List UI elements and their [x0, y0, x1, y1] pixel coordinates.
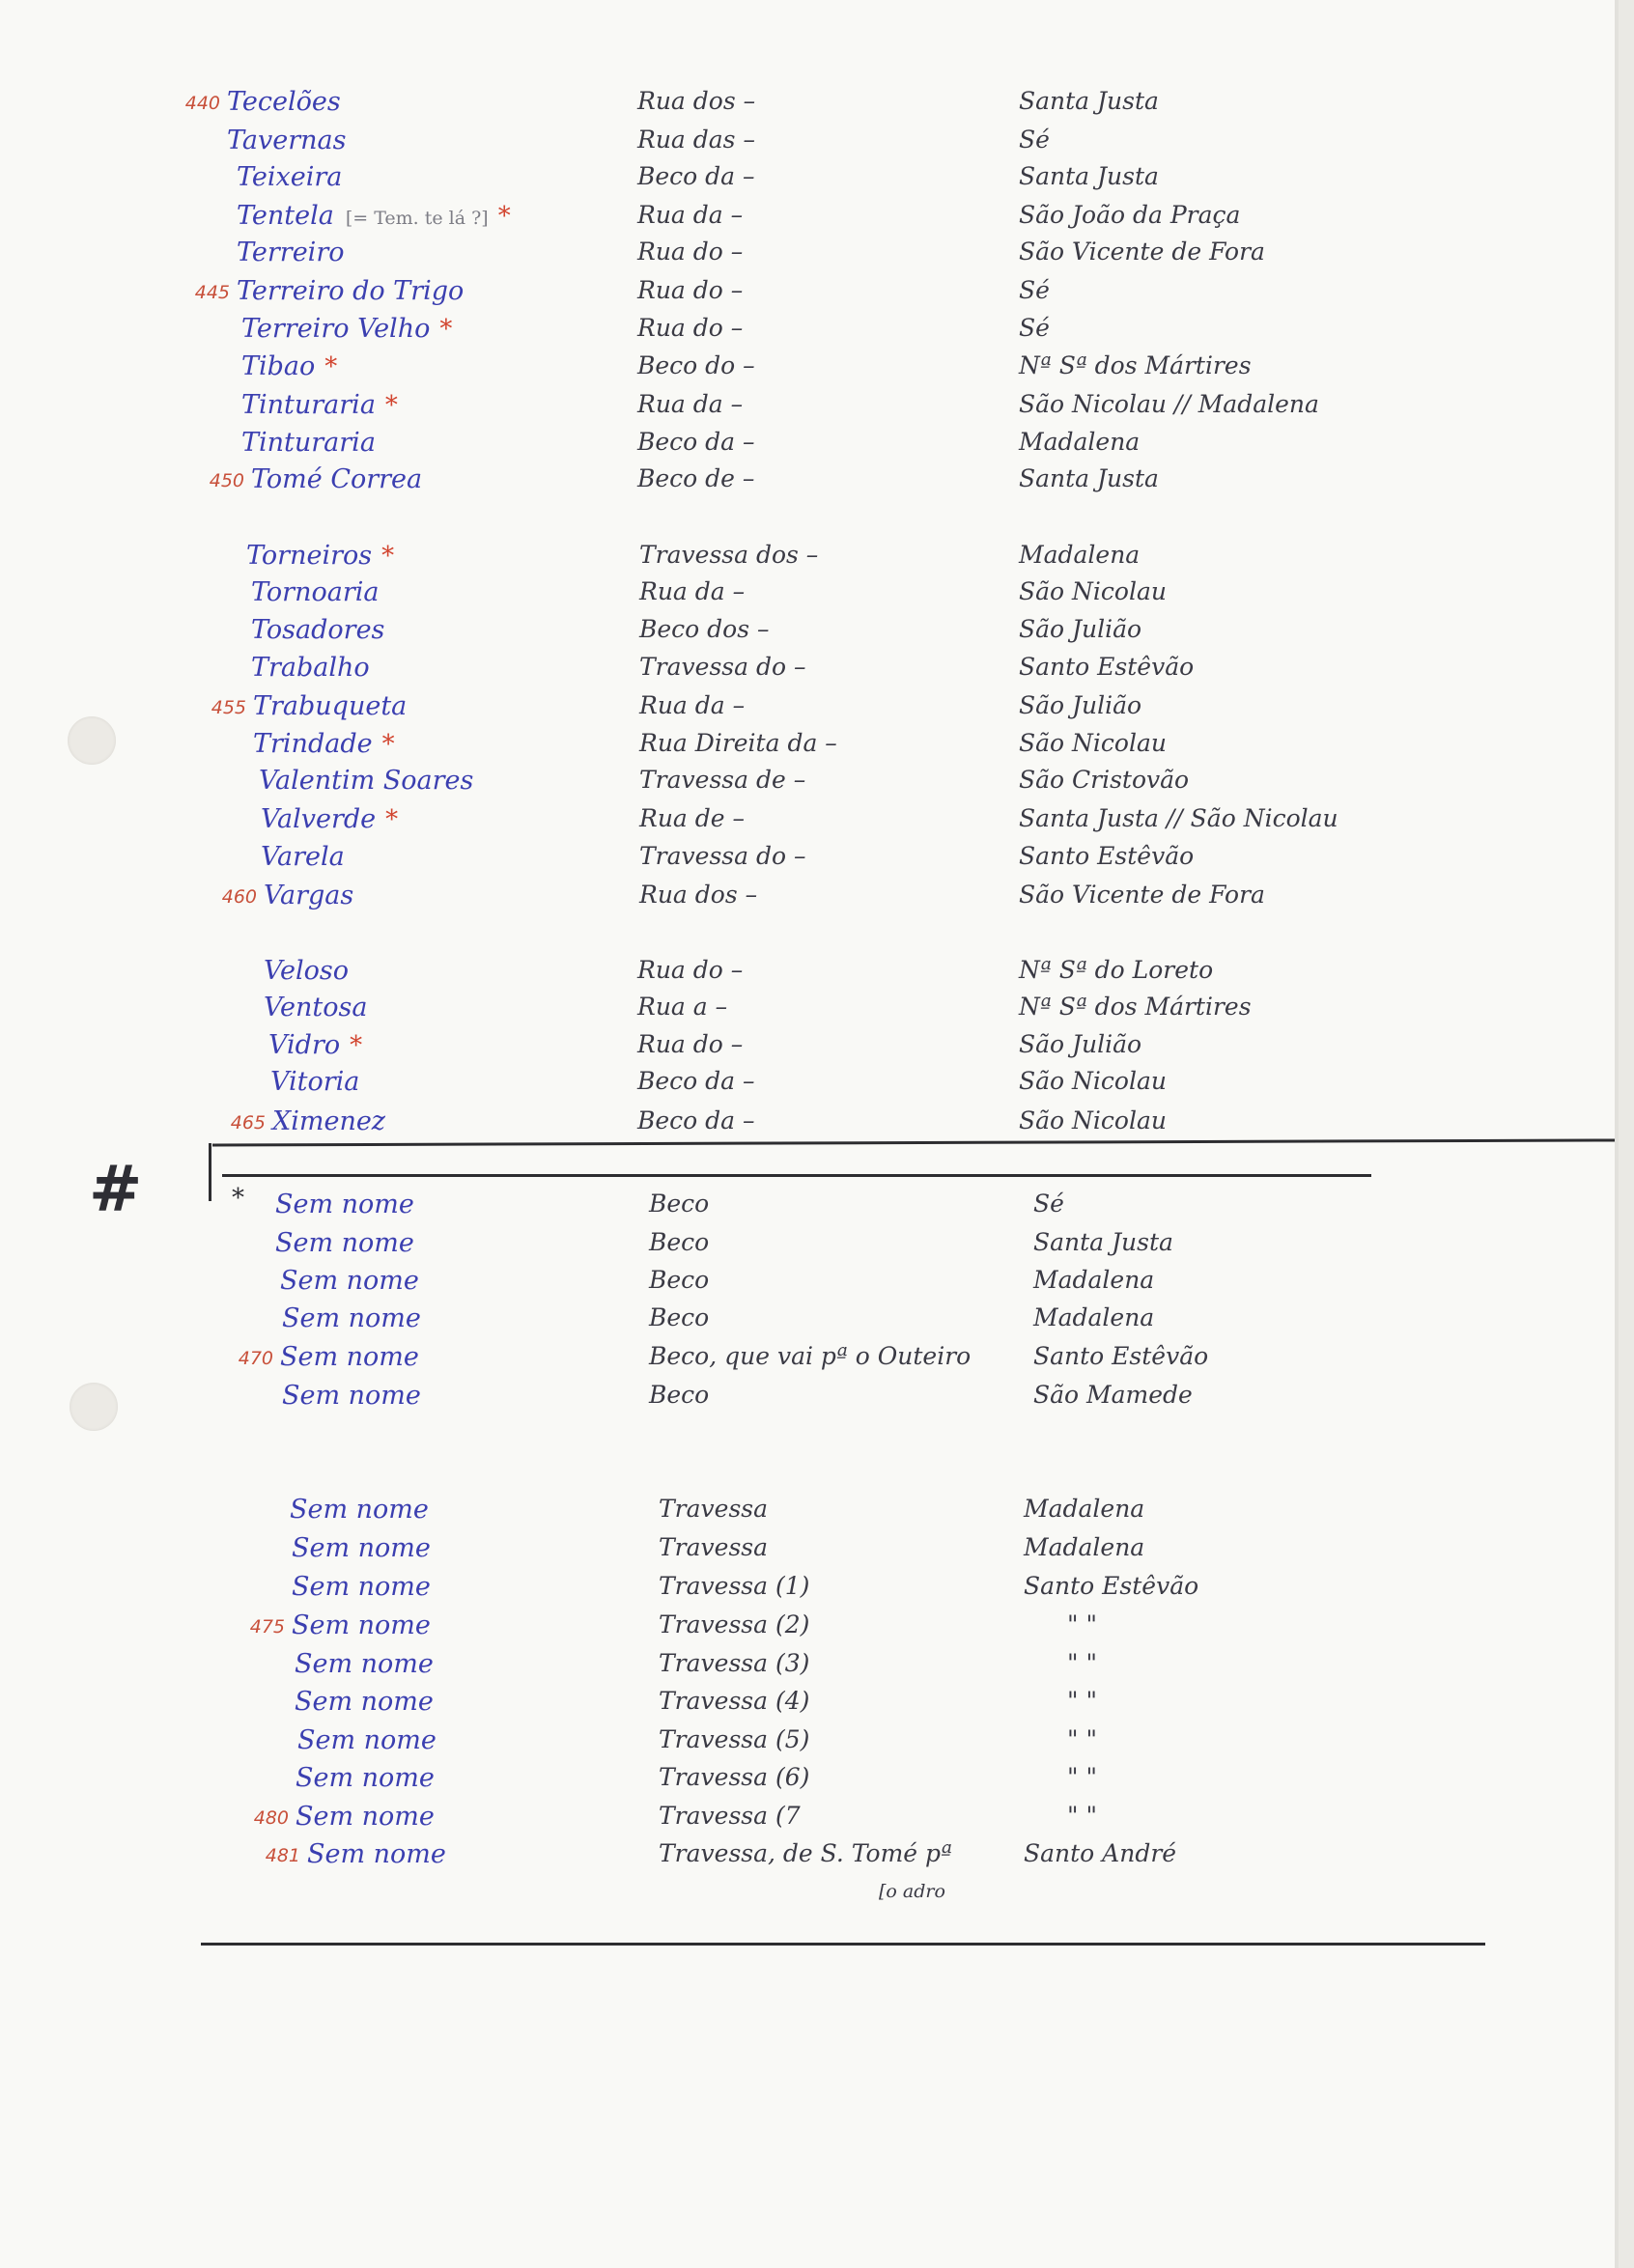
- list-item: [0, 1381, 1545, 1417]
- street-name: [282, 1303, 421, 1333]
- parish-name: Santa Justa // São Nicolau: [1019, 804, 1338, 832]
- street-type: Beco, que vai pª o Outeiro: [649, 1342, 972, 1370]
- parish-name: Madalena: [1019, 428, 1141, 456]
- street-name-text: Trabalho: [251, 653, 370, 683]
- parish-name: " ": [1067, 1725, 1097, 1753]
- list-item: [0, 87, 1545, 124]
- street-name-text: Tecelões: [227, 87, 341, 117]
- street-name: [272, 1106, 385, 1136]
- street-name-text: Sem nome: [280, 1342, 419, 1372]
- street-type: Travessa de –: [639, 766, 806, 794]
- list-item: [0, 1106, 1545, 1143]
- street-name: [237, 238, 344, 267]
- street-name-text: Sem nome: [295, 1687, 434, 1717]
- street-type: Rua do –: [637, 314, 744, 342]
- street-name-text: Sem nome: [295, 1649, 434, 1679]
- street-name: [246, 541, 394, 571]
- parish-name: Nª Sª do Loreto: [1019, 956, 1214, 984]
- street-name-text: Sem nome: [292, 1610, 431, 1640]
- parish-name: Sé: [1019, 276, 1050, 304]
- list-item: [0, 1266, 1545, 1302]
- street-type: Rua dos –: [639, 881, 758, 909]
- parish-name: Santa Justa: [1019, 87, 1159, 115]
- street-name-text: Vitoria: [270, 1067, 360, 1097]
- street-name: [275, 1228, 414, 1258]
- parish-name: " ": [1067, 1649, 1097, 1677]
- list-item: [0, 1342, 1545, 1379]
- entry-number: 475: [249, 1616, 285, 1638]
- street-name: [268, 1030, 362, 1060]
- parish-name: São Nicolau: [1019, 1067, 1167, 1095]
- street-name: [241, 390, 398, 420]
- street-name: [280, 1342, 419, 1372]
- parish-name: Santo Estêvão: [1024, 1572, 1199, 1600]
- street-type: Travessa do –: [639, 653, 806, 681]
- street-name-text: Teixeira: [237, 162, 343, 192]
- street-type: Rua do –: [637, 956, 744, 984]
- margin-note: [= Tem. te lá ?]: [345, 208, 489, 229]
- street-type: Rua do –: [637, 1030, 744, 1058]
- street-name: [261, 842, 345, 872]
- street-name: [251, 615, 384, 645]
- street-name: [237, 201, 511, 231]
- street-type: Beco: [649, 1228, 710, 1256]
- parish-name: " ": [1067, 1763, 1097, 1791]
- list-item: [0, 1228, 1545, 1265]
- street-type: Travessa: [659, 1533, 769, 1561]
- list-item: [0, 691, 1545, 728]
- parish-name: Santa Justa: [1033, 1228, 1173, 1256]
- street-name-text: Sem nome: [282, 1303, 421, 1333]
- street-name-text: Sem nome: [297, 1725, 437, 1755]
- parish-name: Sé: [1033, 1190, 1064, 1218]
- street-name: [296, 1763, 435, 1793]
- street-name: [296, 1802, 435, 1832]
- parish-name: São Julião: [1019, 691, 1142, 719]
- street-name: [290, 1495, 429, 1525]
- entry-number: 465: [230, 1112, 266, 1134]
- list-item: [0, 1303, 1545, 1340]
- parish-name: " ": [1067, 1802, 1097, 1830]
- street-name: [280, 1266, 419, 1296]
- street-name: [241, 428, 376, 458]
- entry-number: 460: [221, 886, 257, 908]
- street-name-text: Tavernas: [227, 126, 347, 155]
- street-name-text: Tomé Correa: [251, 464, 423, 494]
- parish-name: Madalena: [1024, 1533, 1145, 1561]
- list-item: [0, 842, 1545, 879]
- street-name-text: Tinturaria: [241, 428, 376, 458]
- parish-name: Santa Justa: [1019, 162, 1159, 190]
- parish-name: Madalena: [1033, 1303, 1155, 1331]
- parish-name: Sé: [1019, 126, 1050, 154]
- type-subnote: [o adro: [879, 1881, 945, 1902]
- street-name-text: Sem nome: [280, 1266, 419, 1296]
- street-name: [251, 577, 379, 607]
- list-item: [0, 993, 1545, 1029]
- list-item: [0, 615, 1545, 652]
- street-type: Travessa do –: [639, 842, 806, 870]
- list-item: [0, 956, 1545, 993]
- street-name-text: Trabuqueta: [253, 691, 408, 721]
- street-name: [264, 993, 367, 1022]
- street-type: Beco da –: [637, 162, 755, 190]
- parish-name: Madalena: [1024, 1495, 1145, 1523]
- list-item: [0, 1839, 1545, 1876]
- list-item: [0, 1533, 1545, 1570]
- street-name-text: Tosadores: [251, 615, 385, 645]
- street-name: [295, 1687, 434, 1717]
- parish-name: São Nicolau: [1019, 1106, 1167, 1134]
- asterisk-mark: *: [439, 315, 453, 344]
- asterisk-mark: *: [232, 1184, 244, 1213]
- list-item: [0, 1763, 1545, 1800]
- street-name-text: Sem nome: [307, 1839, 446, 1869]
- list-item: [0, 1725, 1545, 1762]
- parish-name: São Cristovão: [1019, 766, 1190, 794]
- section-mark: #: [89, 1152, 143, 1226]
- street-name-text: Vidro: [268, 1030, 341, 1060]
- street-type: Rua da –: [639, 691, 746, 719]
- street-name-text: Valverde: [261, 804, 377, 834]
- street-name-text: Tinturaria: [241, 390, 376, 420]
- street-name: [259, 766, 473, 796]
- street-type: Rua a –: [637, 993, 728, 1021]
- entry-number: 440: [184, 93, 220, 114]
- street-name-text: Sem nome: [275, 1228, 414, 1258]
- street-name-text: Trindade: [253, 729, 373, 759]
- street-name-text: Sem nome: [275, 1190, 414, 1219]
- street-name: [264, 956, 349, 986]
- street-type: Travessa: [659, 1495, 769, 1523]
- list-item: [0, 201, 1545, 238]
- parish-name: São Nicolau: [1019, 729, 1167, 757]
- street-name: [227, 87, 341, 117]
- list-item: [0, 1610, 1545, 1647]
- parish-name: Santo André: [1024, 1839, 1177, 1867]
- street-name: [253, 691, 407, 721]
- street-name: [297, 1725, 437, 1755]
- list-item: [0, 1687, 1545, 1723]
- parish-name: São Julião: [1019, 615, 1142, 643]
- street-name: [282, 1381, 421, 1411]
- parish-name: São Mamede: [1033, 1381, 1193, 1409]
- street-name-text: Tentela: [237, 201, 334, 231]
- street-type: Travessa dos –: [639, 541, 819, 569]
- street-name: [295, 1649, 434, 1679]
- street-name-text: Sem nome: [290, 1495, 429, 1525]
- list-item: [0, 653, 1545, 689]
- list-item: [0, 428, 1545, 464]
- street-name-text: Sem nome: [292, 1572, 431, 1602]
- list-item: [0, 804, 1545, 841]
- section-divider-lower: [222, 1174, 1371, 1177]
- street-name: [237, 162, 342, 192]
- street-type: Beco do –: [637, 351, 755, 379]
- parish-name: São João da Praça: [1019, 201, 1241, 229]
- list-item: [0, 1649, 1545, 1686]
- list-item: [0, 276, 1545, 313]
- entry-number: 450: [209, 470, 244, 491]
- list-item: [0, 729, 1545, 766]
- street-name-text: Sem nome: [296, 1763, 435, 1793]
- list-item: [0, 1067, 1545, 1104]
- asterisk-mark: *: [384, 391, 398, 420]
- list-item: [0, 238, 1545, 274]
- end-rule: [201, 1943, 1485, 1946]
- list-item: [0, 1030, 1545, 1067]
- street-name-text: Sem nome: [282, 1381, 421, 1411]
- parish-name: Madalena: [1019, 541, 1141, 569]
- street-name: [264, 881, 353, 910]
- street-name: [261, 804, 398, 834]
- parish-name: Nª Sª dos Mártires: [1019, 351, 1252, 379]
- entry-number: 455: [211, 697, 246, 718]
- parish-name: São Nicolau // Madalena: [1019, 390, 1319, 418]
- asterisk-mark: *: [381, 730, 395, 759]
- street-name-text: Tibao: [241, 351, 316, 381]
- street-type: Beco: [649, 1381, 710, 1409]
- street-type: Beco: [649, 1190, 710, 1218]
- list-item: [0, 314, 1545, 350]
- list-item: [0, 1572, 1545, 1609]
- street-type: Travessa (3): [659, 1649, 810, 1677]
- street-type: Beco: [649, 1266, 710, 1294]
- street-type: Rua Direita da –: [639, 729, 837, 757]
- street-type: Rua da –: [637, 390, 744, 418]
- street-type: Beco dos –: [639, 615, 770, 643]
- street-name: [292, 1610, 431, 1640]
- street-type: Rua da –: [637, 201, 744, 229]
- entry-number: 445: [194, 282, 230, 303]
- street-name-text: Sem nome: [292, 1533, 431, 1563]
- street-name-text: Tornoaria: [251, 577, 380, 607]
- street-type: Rua das –: [637, 126, 755, 154]
- street-name: [292, 1572, 431, 1602]
- street-type: Rua de –: [639, 804, 746, 832]
- street-name-text: Terreiro do Trigo: [237, 276, 465, 306]
- list-item: [0, 351, 1545, 388]
- list-item: [0, 577, 1545, 614]
- street-type: Travessa (6): [659, 1763, 810, 1791]
- street-type: Travessa (5): [659, 1725, 810, 1753]
- parish-name: Santo Estêvão: [1019, 653, 1195, 681]
- street-name: [275, 1190, 414, 1219]
- asterisk-mark: *: [324, 352, 338, 381]
- parish-name: São Vicente de Fora: [1019, 881, 1265, 909]
- parish-name: Santo Estêvão: [1019, 842, 1195, 870]
- entry-number: 470: [238, 1348, 273, 1369]
- street-name: [270, 1067, 359, 1097]
- list-item: [0, 390, 1545, 427]
- street-name: [251, 653, 370, 683]
- parish-name: Sé: [1019, 314, 1050, 342]
- street-name-text: Ximenez: [272, 1106, 386, 1136]
- list-item: [0, 541, 1545, 577]
- street-type: Travessa (7: [659, 1802, 801, 1830]
- street-name-text: Veloso: [264, 956, 350, 986]
- street-type: Rua do –: [637, 276, 744, 304]
- parish-name: " ": [1067, 1610, 1097, 1638]
- street-name: [292, 1533, 431, 1563]
- street-type: Beco: [649, 1303, 710, 1331]
- asterisk-mark: *: [381, 542, 395, 571]
- street-name: [237, 276, 464, 306]
- street-name: [253, 729, 395, 759]
- street-type: Beco da –: [637, 428, 755, 456]
- street-name: [241, 314, 452, 344]
- asterisk-mark: *: [497, 202, 511, 231]
- street-name-text: Terreiro Velho: [241, 314, 431, 344]
- parish-name: Madalena: [1033, 1266, 1155, 1294]
- street-name-text: Terreiro: [237, 238, 345, 267]
- street-type: Beco da –: [637, 1067, 755, 1095]
- list-item: [0, 1495, 1545, 1531]
- list-item: [0, 126, 1545, 162]
- street-name-text: Vargas: [264, 881, 354, 910]
- street-type: Travessa (2): [659, 1610, 810, 1638]
- street-name: [227, 126, 347, 155]
- entry-number: 480: [253, 1807, 289, 1829]
- street-name-text: Sem nome: [296, 1802, 435, 1832]
- street-name: [241, 351, 337, 381]
- street-name-text: Ventosa: [264, 993, 368, 1022]
- asterisk-mark: *: [385, 805, 399, 834]
- street-type: Rua do –: [637, 238, 744, 266]
- entry-number: 481: [265, 1845, 300, 1866]
- list-item: [0, 766, 1545, 802]
- street-type: Travessa, de S. Tomé pª: [659, 1839, 952, 1867]
- parish-name: São Nicolau: [1019, 577, 1167, 605]
- parish-name: Santa Justa: [1019, 464, 1159, 492]
- street-type: Travessa (1): [659, 1572, 810, 1600]
- parish-name: " ": [1067, 1687, 1097, 1715]
- street-type: Beco da –: [637, 1106, 755, 1134]
- list-item: [0, 162, 1545, 199]
- street-type: Beco de –: [637, 464, 755, 492]
- parish-name: Santo Estêvão: [1033, 1342, 1209, 1370]
- list-item: [0, 1802, 1545, 1838]
- street-name-text: Torneiros: [246, 541, 373, 571]
- street-name: [251, 464, 422, 494]
- street-name: [307, 1839, 446, 1869]
- parish-name: São Julião: [1019, 1030, 1142, 1058]
- street-name-text: Varela: [261, 842, 345, 872]
- parish-name: São Vicente de Fora: [1019, 238, 1265, 266]
- list-item: [0, 881, 1545, 917]
- street-type: Rua da –: [639, 577, 746, 605]
- list-item: [0, 464, 1545, 501]
- street-type: Travessa (4): [659, 1687, 810, 1715]
- parish-name: Nª Sª dos Mártires: [1019, 993, 1252, 1021]
- street-type: Rua dos –: [637, 87, 756, 115]
- asterisk-mark: *: [350, 1031, 363, 1060]
- street-name-text: Valentim Soares: [259, 766, 474, 796]
